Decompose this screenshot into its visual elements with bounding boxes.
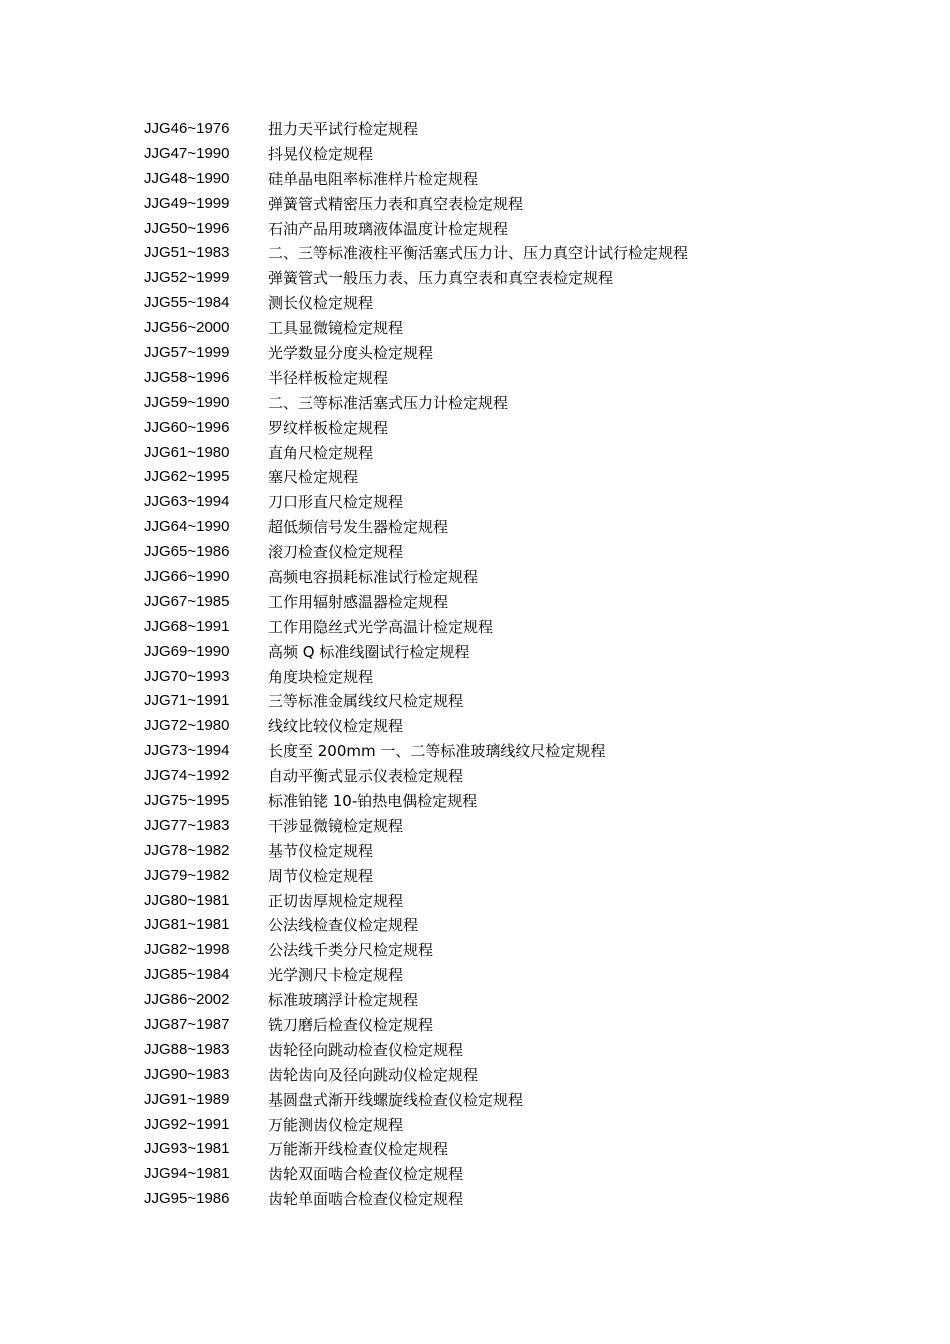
regulation-code: JJG69~1990	[144, 642, 230, 660]
regulation-code: JJG55~1984	[144, 294, 230, 312]
regulation-title: 滚刀检查仪检定规程	[268, 543, 404, 562]
regulation-code: JJG70~1993	[144, 667, 230, 685]
list-item	[144, 265, 688, 290]
regulation-code: JJG46~1976	[144, 119, 230, 137]
regulation-title: 工作用隐丝式光学高温计检定规程	[268, 617, 494, 636]
regulation-code: JJG66~1990	[144, 567, 230, 585]
regulation-list	[144, 116, 688, 1211]
regulation-title: 工作用辐射感温器检定规程	[268, 592, 449, 611]
list-item	[144, 589, 688, 614]
regulation-code: JJG63~1994	[144, 493, 230, 511]
regulation-title: 齿轮双面啮合检查仪检定规程	[268, 1165, 464, 1184]
list-item	[144, 390, 688, 415]
regulation-title: 长度至 200mm 一、二等标准玻璃线纹尺检定规程	[268, 742, 606, 761]
regulation-title: 扭力天平试行检定规程	[268, 119, 419, 138]
regulation-code: JJG51~1983	[144, 244, 230, 262]
regulation-code: JJG94~1981	[144, 1165, 230, 1183]
list-item	[144, 664, 688, 689]
list-item	[144, 962, 688, 987]
regulation-code: JJG91~1989	[144, 1090, 230, 1108]
list-item	[144, 415, 688, 440]
regulation-code: JJG90~1983	[144, 1065, 230, 1083]
regulation-code: JJG56~2000	[144, 319, 230, 337]
list-item	[144, 116, 688, 141]
regulation-title: 基节仪检定规程	[268, 841, 374, 860]
list-item	[144, 987, 688, 1012]
list-item	[144, 340, 688, 365]
list-item	[144, 191, 688, 216]
list-item	[144, 1186, 688, 1211]
regulation-title: 测长仪检定规程	[268, 294, 374, 313]
list-item	[144, 1062, 688, 1087]
list-item	[144, 290, 688, 315]
list-item	[144, 141, 688, 166]
list-item	[144, 489, 688, 514]
list-item	[144, 1112, 688, 1137]
regulation-code: JJG50~1996	[144, 219, 230, 237]
list-item	[144, 937, 688, 962]
list-item	[144, 1137, 688, 1162]
regulation-title: 超低频信号发生器检定规程	[268, 518, 449, 537]
regulation-title: 高频 Q 标准线圈试行检定规程	[268, 642, 470, 661]
regulation-code: JJG48~1990	[144, 169, 230, 187]
list-item	[144, 166, 688, 191]
regulation-code: JJG59~1990	[144, 393, 230, 411]
list-item	[144, 614, 688, 639]
regulation-title: 二、三等标准活塞式压力计检定规程	[268, 393, 509, 412]
regulation-code: JJG49~1999	[144, 194, 230, 212]
regulation-title: 塞尺检定规程	[268, 468, 359, 487]
list-item	[144, 1087, 688, 1112]
list-item	[144, 315, 688, 340]
list-item	[144, 539, 688, 564]
regulation-title: 自动平衡式显示仪表检定规程	[268, 767, 464, 786]
list-item	[144, 365, 688, 390]
regulation-code: JJG60~1996	[144, 418, 230, 436]
regulation-code: JJG77~1983	[144, 816, 230, 834]
regulation-code: JJG85~1984	[144, 966, 230, 984]
regulation-title: 弹簧管式精密压力表和真空表检定规程	[268, 194, 524, 213]
regulation-code: JJG86~2002	[144, 991, 230, 1009]
regulation-title: 齿轮齿向及径向跳动仪检定规程	[268, 1065, 479, 1084]
regulation-code: JJG47~1990	[144, 144, 230, 162]
regulation-title: 万能测齿仪检定规程	[268, 1115, 404, 1134]
regulation-title: 光学数显分度头检定规程	[268, 343, 434, 362]
regulation-title: 铣刀磨后检查仪检定规程	[268, 1016, 434, 1034]
list-item	[144, 863, 688, 888]
regulation-code: JJG64~1990	[144, 518, 230, 536]
regulation-title: 周节仪检定规程	[268, 866, 374, 885]
regulation-title: 光学测尺卡检定规程	[268, 966, 404, 985]
regulation-title: 弹簧管式一般压力表、压力真空表和真空表检定规程	[268, 269, 614, 288]
regulation-code: JJG67~1985	[144, 592, 230, 610]
list-item	[144, 713, 688, 738]
regulation-code: JJG87~1987	[144, 1016, 230, 1033]
regulation-code: JJG72~1980	[144, 717, 230, 735]
regulation-title: 角度块检定规程	[268, 667, 374, 686]
regulation-title: 石油产品用玻璃液体温度计检定规程	[268, 219, 509, 238]
list-item	[144, 514, 688, 539]
regulation-title: 半径样板检定规程	[268, 368, 389, 387]
list-item	[144, 240, 688, 265]
list-item	[144, 1037, 688, 1062]
regulation-code: JJG71~1991	[144, 692, 230, 710]
regulation-code: JJG92~1991	[144, 1115, 230, 1133]
list-item	[144, 216, 688, 241]
regulation-code: JJG62~1995	[144, 468, 230, 486]
regulation-code: JJG88~1983	[144, 1040, 230, 1058]
list-item	[144, 813, 688, 838]
regulation-title: 万能渐开线检查仪检定规程	[268, 1140, 449, 1159]
regulation-title: 齿轮径向跳动检查仪检定规程	[268, 1040, 464, 1059]
list-item	[144, 564, 688, 589]
regulation-title: 标准铂铑 10-铂热电偶检定规程	[268, 791, 478, 810]
list-item	[144, 788, 688, 813]
regulation-title: 标准玻璃浮计检定规程	[268, 991, 419, 1010]
regulation-code: JJG58~1996	[144, 368, 230, 386]
regulation-code: JJG95~1986	[144, 1190, 230, 1208]
regulation-code: JJG61~1980	[144, 443, 230, 461]
list-item	[144, 688, 688, 713]
list-item	[144, 440, 688, 465]
list-item	[144, 838, 688, 863]
regulation-title: 硅单晶电阻率标准样片检定规程	[268, 169, 479, 188]
regulation-title: 齿轮单面啮合检查仪检定规程	[268, 1190, 464, 1209]
regulation-code: JJG82~1998	[144, 941, 230, 959]
list-item	[144, 1161, 688, 1186]
list-item	[144, 888, 688, 913]
regulation-title: 高频电容损耗标准试行检定规程	[268, 567, 479, 586]
regulation-title: 正切齿厚规检定规程	[268, 891, 404, 910]
list-item	[144, 763, 688, 788]
regulation-title: 工具显微镜检定规程	[268, 319, 404, 338]
regulation-title: 三等标准金属线纹尺检定规程	[268, 692, 464, 711]
regulation-code: JJG79~1982	[144, 866, 230, 884]
regulation-code: JJG80~1981	[144, 891, 230, 909]
regulation-code: JJG52~1999	[144, 269, 230, 287]
regulation-title: 公法线千类分尺检定规程	[268, 941, 434, 960]
regulation-title: 罗纹样板检定规程	[268, 418, 389, 437]
list-item	[144, 738, 688, 763]
list-item	[144, 1012, 688, 1037]
regulation-code: JJG57~1999	[144, 343, 230, 361]
regulation-code: JJG81~1981	[144, 916, 230, 934]
list-item	[144, 913, 688, 938]
regulation-title: 直角尺检定规程	[268, 443, 374, 462]
regulation-title: 公法线检查仪检定规程	[268, 916, 419, 935]
regulation-code: JJG73~1994	[144, 742, 230, 760]
regulation-code: JJG75~1995	[144, 791, 230, 809]
regulation-title: 干涉显微镜检定规程	[268, 816, 404, 835]
regulation-title: 线纹比较仪检定规程	[268, 717, 404, 736]
regulation-code: JJG93~1981	[144, 1140, 230, 1158]
regulation-code: JJG74~1992	[144, 767, 230, 785]
regulation-title: 二、三等标准液柱平衡活塞式压力计、压力真空计试行检定规程	[268, 244, 689, 263]
regulation-title: 刀口形直尺检定规程	[268, 493, 404, 512]
regulation-title: 基圆盘式渐开线螺旋线检查仪检定规程	[268, 1090, 524, 1109]
list-item	[144, 639, 688, 664]
regulation-code: JJG78~1982	[144, 841, 230, 859]
list-item	[144, 464, 688, 489]
regulation-code: JJG65~1986	[144, 543, 230, 561]
regulation-code: JJG68~1991	[144, 617, 230, 635]
regulation-title: 抖晃仪检定规程	[268, 144, 374, 163]
